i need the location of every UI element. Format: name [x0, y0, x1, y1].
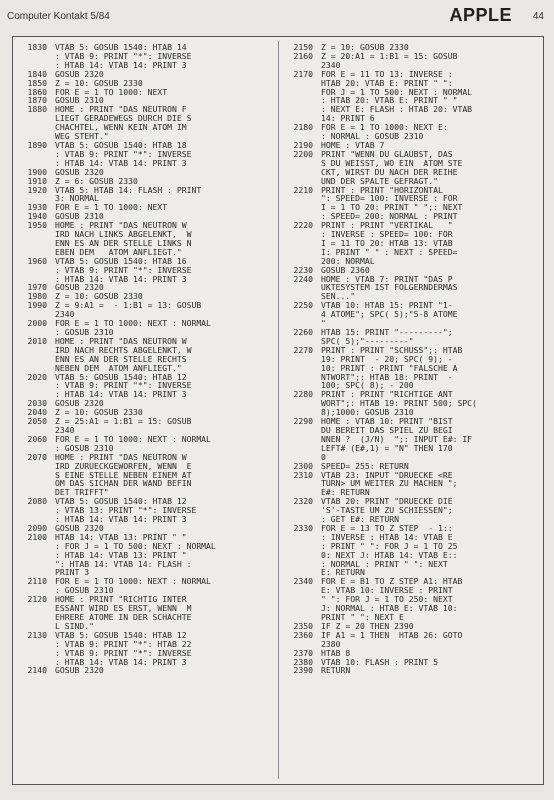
line-number — [17, 266, 47, 275]
line-number: 1980 — [27, 291, 47, 302]
line-number — [17, 649, 47, 658]
code-text: HOME : PRINT "RICHTIG INTER — [55, 594, 187, 605]
line-number: 2210 — [293, 184, 313, 195]
code-text: PRINT " ": NEXT E — [321, 612, 404, 622]
code-text: LEFT# (E#,1) = "N" THEN 170 — [321, 442, 453, 453]
line-number — [283, 88, 313, 97]
code-text: VTAB 5: HTAB 14: FLASH : PRINT — [55, 184, 202, 195]
code-text: FOR E = 1 TO 1000: NEXT — [55, 202, 168, 213]
code-text: 0: NEXT J: HTAB 14: VTAB E:: — [321, 549, 458, 560]
code-text: HTAB 20: VTAB E: PRINT " ": — [321, 77, 453, 88]
code-text: GOSUB 2360 — [321, 264, 370, 275]
line-number: 2280 — [293, 389, 313, 400]
code-text: : PRINT " ": FOR J = 1 TO 25 — [321, 540, 458, 551]
line-number: 2330 — [293, 522, 313, 533]
line-number — [17, 506, 47, 515]
code-text: PRINT 3 — [55, 567, 90, 578]
code-text: VTAB 10: FLASH : PRINT 5 — [321, 656, 438, 667]
line-number: 2320 — [293, 496, 313, 507]
code-text: VTAB 5: GOSUB 1540: HTAB 18 — [55, 139, 187, 150]
code-text: SPEED= 255: RETURN — [321, 460, 409, 471]
code-text: VTAB 23: INPUT "DRUECKE <RE — [321, 469, 453, 480]
line-number — [283, 435, 313, 444]
code-text: VTAB 5: GOSUB 1540: HTAB 12 — [55, 629, 187, 640]
code-text: HOME : PRINT "DAS NEUTRON W — [55, 220, 187, 231]
line-number — [17, 114, 47, 123]
code-text: HTAB 14: VTAB 13: PRINT " " — [55, 531, 187, 542]
line-number — [17, 479, 47, 488]
line-number — [283, 194, 313, 203]
code-text: : GOSUB 2310 — [55, 585, 114, 596]
code-text: DU BEREIT DAS SPIEL ZU BEGI — [321, 424, 453, 435]
code-text: : VTAB 9: PRINT "*": HTAB 22 — [55, 638, 192, 649]
code-text: : NEXT E: FLASH : HTAB 20: VTAB — [321, 104, 473, 115]
code-text: GOSUB 2320 — [55, 398, 104, 409]
code-text: FOR E = 1 TO 1000: NEXT E: — [321, 122, 448, 133]
line-number: 2160 — [293, 50, 313, 61]
line-number — [283, 239, 313, 248]
code-text: GOSUB 2320 — [55, 68, 104, 79]
code-text: : SPEED= 200: NORMAL : PRINT — [321, 211, 458, 222]
line-number — [283, 230, 313, 239]
line-number: 2120 — [27, 594, 47, 605]
code-line — [283, 666, 539, 675]
line-number — [283, 79, 313, 88]
line-number: 2300 — [293, 460, 313, 471]
line-number: 2350 — [293, 620, 313, 631]
code-text: PRINT : PRINT "VERTIKAL " — [321, 220, 453, 231]
code-text: HOME : PRINT "DAS NEUTRON W — [55, 335, 187, 346]
code-text: " ": FOR J = 1 TO 250: NEXT — [321, 594, 453, 605]
code-text: Z = 10: GOSUB 2330 — [55, 407, 143, 418]
code-text: PRINT : PRINT "SCHUSS";: HTAB — [321, 344, 463, 355]
line-number: 2340 — [293, 576, 313, 587]
code-text: EHRERE ATOME IN DER SCHACHTE — [55, 612, 192, 622]
code-text: : FOR J = 1 TO 500: NEXT : NORMAL — [55, 540, 216, 551]
code-text: : VTAB 9: PRINT "*": INVERSE — [55, 264, 192, 275]
page-number: 44 — [532, 11, 544, 22]
code-text: FOR E = 1 TO 1000: NEXT — [55, 86, 168, 97]
code-text: ": SPEED= 100: INVERSE : FOR — [321, 193, 458, 204]
code-text: VTAB 5: GOSUB 1540: HTAB 12 — [55, 371, 187, 382]
code-text: HTAB 8 — [321, 647, 351, 658]
line-number — [283, 586, 313, 595]
code-text: FOR E = B1 TO Z STEP A1: HTAB — [321, 576, 463, 587]
code-text: VTAB 5: GOSUB 1540: HTAB 16 — [55, 255, 187, 266]
line-number: 2110 — [27, 576, 47, 587]
line-number: 1930 — [27, 202, 47, 213]
code-text: Z = 10: GOSUB 2330 — [55, 77, 143, 88]
line-number — [283, 355, 313, 364]
code-text: HOME : VTAB 7 — [321, 139, 385, 150]
code-text: GOSUB 2310 — [55, 95, 104, 106]
line-number: 2130 — [27, 629, 47, 640]
listing-frame — [12, 36, 544, 785]
code-text: HTAB 15: PRINT "---------"; — [321, 327, 453, 337]
line-number: 1860 — [27, 86, 47, 97]
line-number — [283, 105, 313, 114]
code-text: : GOSUB 2310 — [55, 442, 114, 453]
line-number: 2180 — [293, 122, 313, 133]
line-number — [283, 159, 313, 168]
line-number — [283, 373, 313, 382]
line-number: 2060 — [27, 433, 47, 444]
code-text: 'S'-TASTE UM ZU SCHIESSEN"; — [321, 505, 453, 516]
line-number — [17, 560, 47, 569]
line-number: 2170 — [293, 68, 313, 79]
code-text: : VTAB 9: PRINT "*": INVERSE — [55, 148, 192, 159]
code-text: WORT";: HTAB 19: PRINT 500; SPC( — [321, 398, 477, 409]
code-text: I: PRINT " " : NEXT : SPEED= — [321, 246, 458, 257]
line-number: 1970 — [27, 282, 47, 293]
code-text: PRINT : PRINT "RICHTIGE ANT — [321, 389, 453, 400]
line-number: 2220 — [293, 220, 313, 231]
code-text: VTAB 20: PRINT "DRUECKE DIE — [321, 496, 453, 507]
code-text: : INVERSE : SPEED= 100: FOR — [321, 229, 453, 240]
code-text: GOSUB 2310 — [55, 211, 104, 222]
code-text: : GET E#: RETURN — [321, 514, 399, 525]
code-text: ENN ES AN DER STELLE RECHTS — [55, 353, 187, 364]
code-text: FOR E = 1 TO 1000: NEXT : NORMAL — [55, 318, 211, 329]
code-text: TURN> UM WEITER ZU MACHEN "; — [321, 478, 458, 489]
code-text: Z = 20:A1 = 1:B1 = 15: GOSUB — [321, 50, 458, 61]
code-text: EBEN DEM ATOM ANFLIEGT." — [55, 246, 182, 257]
code-text: FOR E = 13 TO Z STEP - 1:: — [321, 522, 453, 533]
code-text: PRINT : PRINT "HORIZONTAL — [321, 184, 443, 195]
line-number — [17, 239, 47, 248]
code-text: : NORMAL : GOSUB 2310 — [321, 131, 424, 142]
code-text: E#: RETURN — [321, 487, 370, 498]
code-text: GOSUB 2320 — [55, 522, 104, 533]
code-text: Z = 6: GOSUB 2330 — [55, 175, 138, 186]
line-number — [283, 96, 313, 105]
code-text: L SIND." — [55, 620, 94, 631]
magazine-issue: Computer Kontakt 5/84 — [7, 11, 110, 22]
code-text: SPC( 5);"---------" — [321, 335, 414, 346]
code-text: 14: PRINT 6 — [321, 113, 375, 124]
code-text: LIEGT GERADEWEGS DURCH DIE S — [55, 113, 192, 124]
code-text: Z = 9:A1 = - 1:B1 = 13: GOSUB — [55, 300, 202, 311]
code-text: IRD ZURUECKGEWORFEN, WENN E — [55, 460, 192, 471]
code-text: CHACHTEL, WENN KEIN ATOM IM — [55, 122, 187, 133]
code-text: IRD NACH RECHTS ABGELENKT, W — [55, 344, 192, 355]
line-number — [17, 355, 47, 364]
code-text: : INVERSE : HTAB 14: VTAB E — [321, 531, 453, 542]
line-number — [283, 283, 313, 292]
code-text: : VTAB 9: PRINT "*": INVERSE — [55, 50, 192, 61]
code-text: 2340 — [55, 309, 75, 320]
line-number: 2360 — [293, 629, 313, 640]
line-number — [283, 506, 313, 515]
code-text: FOR E = 1 TO 1000: NEXT : NORMAL — [55, 433, 211, 444]
code-text: Z = 25:A1 = 1:B1 = 15: GOSUB — [55, 416, 192, 427]
line-number: 2290 — [293, 416, 313, 427]
code-text: ": HTAB 14: VTAB 14: FLASH : — [55, 558, 192, 569]
line-number — [17, 381, 47, 390]
code-text: SEN..." — [321, 291, 356, 302]
code-text: VTAB 5: GOSUB 1540: HTAB 14 — [55, 42, 187, 52]
line-number — [283, 444, 313, 453]
code-text: UND DER SPALTE GEFRAGT." — [321, 175, 438, 186]
line-number: 2090 — [27, 522, 47, 533]
code-text: : HTAB 14: VTAB 14: PRINT 3 — [55, 514, 187, 525]
code-text: ESSANT WIRD ES ERST, WENN M — [55, 603, 192, 614]
code-text: I = 1 TO 20: PRINT " ";: NEXT — [321, 202, 463, 213]
code-text: E: VTAB 10: INVERSE : PRINT — [321, 585, 453, 596]
line-number: 2380 — [293, 656, 313, 667]
code-text: : HTAB 14: VTAB 14: PRINT 3 — [55, 59, 187, 70]
code-text: RETURN — [321, 665, 351, 676]
line-number — [283, 426, 313, 435]
line-number: 2040 — [27, 407, 47, 418]
code-text: PRINT "WENN DU GLAUBST, DAS — [321, 148, 453, 159]
line-number — [17, 462, 47, 471]
line-number: 2250 — [293, 300, 313, 311]
line-number — [283, 551, 313, 560]
code-text: : HTAB 20: VTAB E: PRINT " " — [321, 95, 458, 106]
line-number — [283, 604, 313, 613]
line-number: 1960 — [27, 255, 47, 266]
code-text: 2340 — [55, 424, 75, 435]
code-text: HOME : VTAB 7: PRINT "DAS P — [321, 273, 453, 284]
line-number: 2100 — [27, 531, 47, 542]
line-number — [283, 399, 313, 408]
code-text: 19: PRINT - 20; SPC( 9); - — [321, 353, 453, 364]
code-text: : HTAB 14: VTAB 14: PRINT 3 — [55, 656, 187, 667]
line-number: 1900 — [27, 166, 47, 177]
code-text: : HTAB 14: VTAB 14: PRINT 3 — [55, 273, 187, 284]
line-number: 2230 — [293, 264, 313, 275]
code-text: 200: NORMAL — [321, 255, 375, 266]
line-number — [17, 346, 47, 355]
line-number: 2140 — [27, 665, 47, 676]
line-number — [17, 52, 47, 61]
line-number: 2270 — [293, 344, 313, 355]
page-header — [0, 0, 554, 30]
line-number — [283, 364, 313, 373]
code-text: IRD NACH LINKS ABGELENKT, W — [55, 229, 192, 240]
line-number: 2020 — [27, 371, 47, 382]
line-number: 1940 — [27, 211, 47, 222]
code-text: FOR E = 11 TO 13: INVERSE : — [321, 68, 453, 79]
code-text: 0 — [321, 451, 326, 462]
line-number: 1870 — [27, 95, 47, 106]
code-text: J: NORMAL : HTAB E: VTAB 10: — [321, 603, 458, 614]
code-text: : HTAB 14: VTAB 14: PRINT 3 — [55, 389, 187, 400]
line-number — [17, 230, 47, 239]
line-number: 1890 — [27, 139, 47, 150]
line-number — [283, 479, 313, 488]
line-number — [283, 310, 313, 319]
code-text: Z = 10: GOSUB 2330 — [321, 42, 409, 52]
code-text: OM DAS SICHAN DER WAND BEFIN — [55, 478, 192, 489]
code-text: : NORMAL : PRINT " ": NEXT — [321, 558, 448, 569]
section-title: APPLE — [449, 5, 512, 25]
line-number: 2200 — [293, 148, 313, 159]
code-text: UKTESYSTEM IST FOLGERNDERMAS — [321, 282, 458, 293]
line-number: 2190 — [293, 139, 313, 150]
code-text: GOSUB 2320 — [55, 665, 104, 676]
code-text: HOME : PRINT "DAS NEUTRON W — [55, 451, 187, 462]
code-text: 2340 — [321, 59, 341, 70]
listing-column-left — [17, 43, 273, 675]
line-number — [283, 560, 313, 569]
code-text: WEG STEHT." — [55, 131, 109, 142]
line-number — [17, 613, 47, 622]
line-number — [283, 542, 313, 551]
code-text: IF Z = 20 THEN 2390 — [321, 620, 414, 631]
line-number: 2240 — [293, 273, 313, 284]
listing-column-right — [283, 43, 539, 675]
line-number — [17, 150, 47, 159]
code-text: FOR J = 1 TO 500: NEXT : NORMAL — [321, 86, 473, 97]
line-number: 2050 — [27, 416, 47, 427]
code-text: NEBEN DEM ATOM ANFLIEGT." — [55, 362, 182, 373]
line-number — [17, 604, 47, 613]
code-text: VTAB 5: GOSUB 1540: HTAB 12 — [55, 496, 187, 507]
line-number: 2080 — [27, 496, 47, 507]
line-number: 2310 — [293, 469, 313, 480]
line-number: 1840 — [27, 68, 47, 79]
code-text: 10: PRINT : PRINT "FALSCHE A — [321, 362, 458, 373]
line-number: 2070 — [27, 451, 47, 462]
code-text: Z = 10: GOSUB 2330 — [55, 291, 143, 302]
line-number: 2150 — [293, 42, 313, 52]
code-text: ENN ES AN DER STELLE LINKS N — [55, 237, 192, 248]
line-number: 2390 — [293, 665, 313, 676]
code-text: NNEN ? (J/N) ";: INPUT E#: IF — [321, 433, 473, 444]
code-text: HOME : PRINT "DAS NEUTRON F — [55, 104, 187, 115]
code-text: S EINE STELLE NEBEN EINEM AT — [55, 469, 192, 480]
code-text: : VTAB 13: PRINT "*": INVERSE — [55, 505, 197, 516]
code-line — [17, 666, 273, 675]
line-number: 1880 — [27, 104, 47, 115]
line-number — [17, 551, 47, 560]
code-text: 8);1000: GOSUB 2310 — [321, 407, 414, 418]
code-text: VTAB 10: HTAB 15: PRINT "1- — [321, 300, 453, 311]
code-text: " — [321, 318, 326, 329]
line-number — [17, 640, 47, 649]
line-number: 2010 — [27, 335, 47, 346]
code-text: HOME : VTAB 10: PRINT "BIST — [321, 416, 453, 427]
line-number — [17, 471, 47, 480]
code-text: 2380 — [321, 638, 341, 649]
line-number: 2030 — [27, 398, 47, 409]
line-number: 1950 — [27, 220, 47, 231]
line-number — [283, 248, 313, 257]
code-text: S DU WEISST, WO EIN ATOM STE — [321, 157, 463, 168]
line-number: 1920 — [27, 184, 47, 195]
line-number — [283, 533, 313, 542]
line-number: 1910 — [27, 175, 47, 186]
line-number: 2370 — [293, 647, 313, 658]
code-text: : GOSUB 2310 — [55, 327, 114, 337]
code-text: : HTAB 14: VTAB 14: PRINT 3 — [55, 157, 187, 168]
line-number — [283, 595, 313, 604]
line-number: 1850 — [27, 77, 47, 88]
line-number — [17, 542, 47, 551]
column-divider — [278, 41, 279, 779]
line-number — [283, 203, 313, 212]
code-text: IF A1 = 1 THEN HTAB 26: GOTO — [321, 629, 463, 640]
line-number: 1830 — [27, 42, 47, 52]
code-text: 3: NORMAL — [55, 193, 99, 204]
code-text: 4 ATOME"; SPC( 5);"5-8 ATOME — [321, 309, 458, 320]
code-text: I = 11 TO 20: HTAB 13: VTAB — [321, 237, 453, 248]
code-text: NTWORT";: HTAB 18: PRINT - — [321, 371, 453, 382]
line-number — [283, 168, 313, 177]
code-text: : VTAB 9: PRINT "*": INVERSE — [55, 647, 192, 658]
line-number: 2260 — [293, 327, 313, 337]
code-text: E: RETURN — [321, 567, 365, 578]
code-text: GOSUB 2320 — [55, 166, 104, 177]
code-text: CKT, WIRST DU NACH DER REIHE — [321, 166, 458, 177]
line-number: 1990 — [27, 300, 47, 311]
code-text: DET TRIFFT" — [55, 487, 109, 498]
code-text: : VTAB 9: PRINT "*": INVERSE — [55, 380, 192, 391]
line-number — [17, 123, 47, 132]
code-text: GOSUB 2320 — [55, 282, 104, 293]
code-text: FOR E = 1 TO 1000: NEXT : NORMAL — [55, 576, 211, 587]
code-text: 100; SPC( 8); - 200 — [321, 380, 414, 391]
line-number: 2000 — [27, 318, 47, 329]
code-text: : HTAB 14: VTAB 13: PRINT " — [55, 549, 187, 560]
